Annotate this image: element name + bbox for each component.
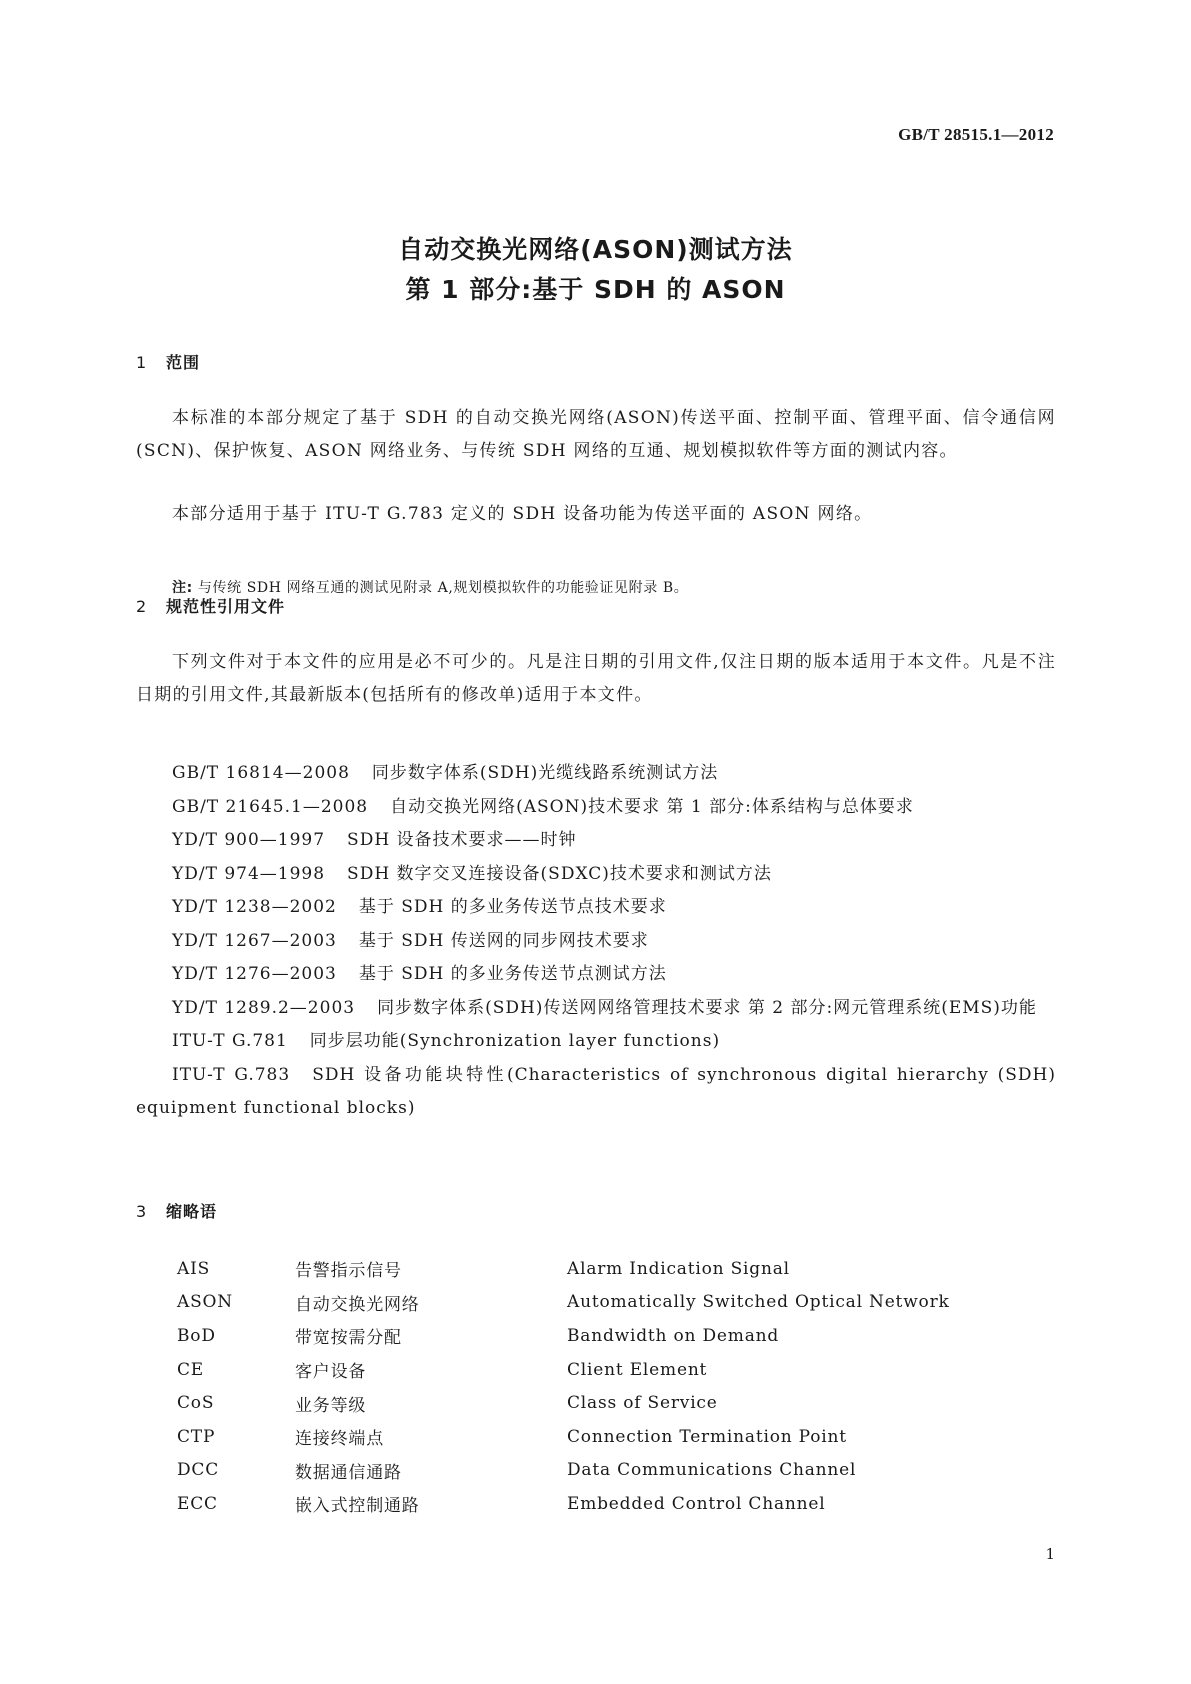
abbreviation: ASON [177,1292,233,1313]
table-row [177,1487,987,1521]
section-1-paragraph-2: 本部分适用于基于 ITU-T G.783 定义的 SDH 设备功能为传送平面的 ASON 网络。 [172,504,873,524]
reference-title: 同步数字体系(SDH)光缆线路系统测试方法 [371,763,719,783]
abbreviation: CoS [177,1393,215,1414]
section-1-paragraph-1: 本标准的本部分规定了基于 SDH 的自动交换光网络(ASON)传送平面、控制平面、管理平面、信令通信网(SCN)、保护恢复、ASON 网络业务、与传统 SDH 网络的互通、规划模拟软件等方面的测试内容。 [136,408,1056,461]
section-number: 2 [136,597,148,616]
chinese-term: 业务等级 [295,1395,367,1416]
note-label: 注: [172,580,193,596]
section-title: 范围 [166,353,201,372]
reference-item [136,757,1056,791]
chinese-term: 自动交换光网络 [295,1294,420,1315]
reference-title: SDH 设备技术要求——时钟 [347,830,577,850]
abbreviation: DCC [177,1460,220,1481]
section-title: 规范性引用文件 [166,597,286,616]
english-term: Connection Termination Point [567,1426,847,1447]
abbreviation: AIS [177,1258,211,1279]
standard-number: GB/T 28515.1—2012 [898,125,1054,144]
reference-title: 自动交换光网络(ASON)技术要求 第 1 部分:体系结构与总体要求 [390,796,914,817]
abbreviations-table [177,1252,987,1521]
english-term: Automatically Switched Optical Network [567,1292,950,1313]
reference-title: 同步层功能(Synchronization layer functions) [309,1031,721,1051]
reference-title: SDH 数字交叉连接设备(SDXC)技术要求和测试方法 [347,863,772,884]
english-term: Data Communications Channel [567,1460,857,1481]
section-title: 缩略语 [166,1202,218,1221]
title-line-1: 自动交换光网络(ASON)测试方法 [398,235,793,264]
abbreviation: BoD [177,1325,216,1346]
reference-code: YD/T 1267—2003 [172,930,337,951]
english-term: Client Element [567,1359,708,1380]
reference-item [136,958,1056,992]
reference-item [136,1025,1056,1059]
reference-code: YD/T 974—1998 [172,863,326,884]
section-2-heading [136,594,285,617]
reference-title: 基于 SDH 的多业务传送节点测试方法 [358,964,667,984]
reference-item [136,1059,1056,1126]
english-term: Bandwidth on Demand [567,1325,780,1346]
chinese-term: 嵌入式控制通路 [295,1496,420,1517]
english-term: Alarm Indication Signal [567,1258,790,1279]
table-row [177,1353,987,1387]
chinese-term: 连接终端点 [295,1429,384,1450]
document-title [0,230,1191,310]
abbreviation: CE [177,1359,205,1380]
reference-item [136,824,1056,858]
reference-item [136,992,1056,1026]
english-term: Embedded Control Channel [567,1493,826,1514]
table-row [177,1386,987,1420]
page-number: 1 [1045,1545,1055,1563]
reference-code: YD/T 1238—2002 [172,897,337,917]
table-row [177,1286,987,1320]
section-3-heading [136,1199,217,1222]
reference-item [136,858,1056,892]
reference-code: YD/T 1289.2—2003 [172,997,356,1018]
reference-title: 基于 SDH 的多业务传送节点技术要求 [358,897,667,917]
reference-code: ITU-T G.783 [172,1064,291,1085]
english-term: Class of Service [567,1393,718,1414]
reference-code: ITU-T G.781 [172,1031,288,1051]
section-2-paragraph: 下列文件对于本文件的应用是必不可少的。凡是注日期的引用文件,仅注日期的版本适用于本文件。凡是不注日期的引用文件,其最新版本(包括所有的修改单)适用于本文件。 [136,652,1056,705]
section-number: 3 [136,1202,148,1221]
reference-item [136,925,1056,959]
normative-references-list [136,757,1056,1126]
abbreviation: ECC [177,1493,218,1514]
abbreviation: CTP [177,1426,216,1447]
reference-title: 基于 SDH 传送网的同步网技术要求 [358,930,649,951]
reference-code: YD/T 900—1997 [172,830,326,850]
table-row [177,1420,987,1454]
reference-code: YD/T 1276—2003 [172,964,337,984]
table-row [177,1252,987,1286]
section-1-heading [136,350,200,373]
chinese-term: 带宽按需分配 [295,1328,402,1349]
chinese-term: 客户设备 [295,1362,367,1383]
section-number: 1 [136,353,148,372]
reference-code: GB/T 21645.1—2008 [172,796,369,817]
chinese-term: 数据通信通路 [295,1462,402,1483]
table-row [177,1454,987,1488]
reference-code: GB/T 16814—2008 [172,763,350,783]
reference-item [136,891,1056,925]
title-line-2: 第 1 部分:基于 SDH 的 ASON [405,275,786,304]
reference-title: SDH 设备功能块特性(Characteristics of synchronous digital hierarchy (SDH) equipment functional blocks) [136,1064,1057,1118]
table-row [177,1319,987,1353]
reference-title: 同步数字体系(SDH)传送网网络管理技术要求 第 2 部分:网元管理系统(EMS)功能 [377,997,1037,1018]
reference-item [136,791,1056,825]
chinese-term: 告警指示信号 [295,1261,402,1282]
note-text: 与传统 SDH 网络互通的测试见附录 A,规划模拟软件的功能验证见附录 B。 [197,580,689,596]
